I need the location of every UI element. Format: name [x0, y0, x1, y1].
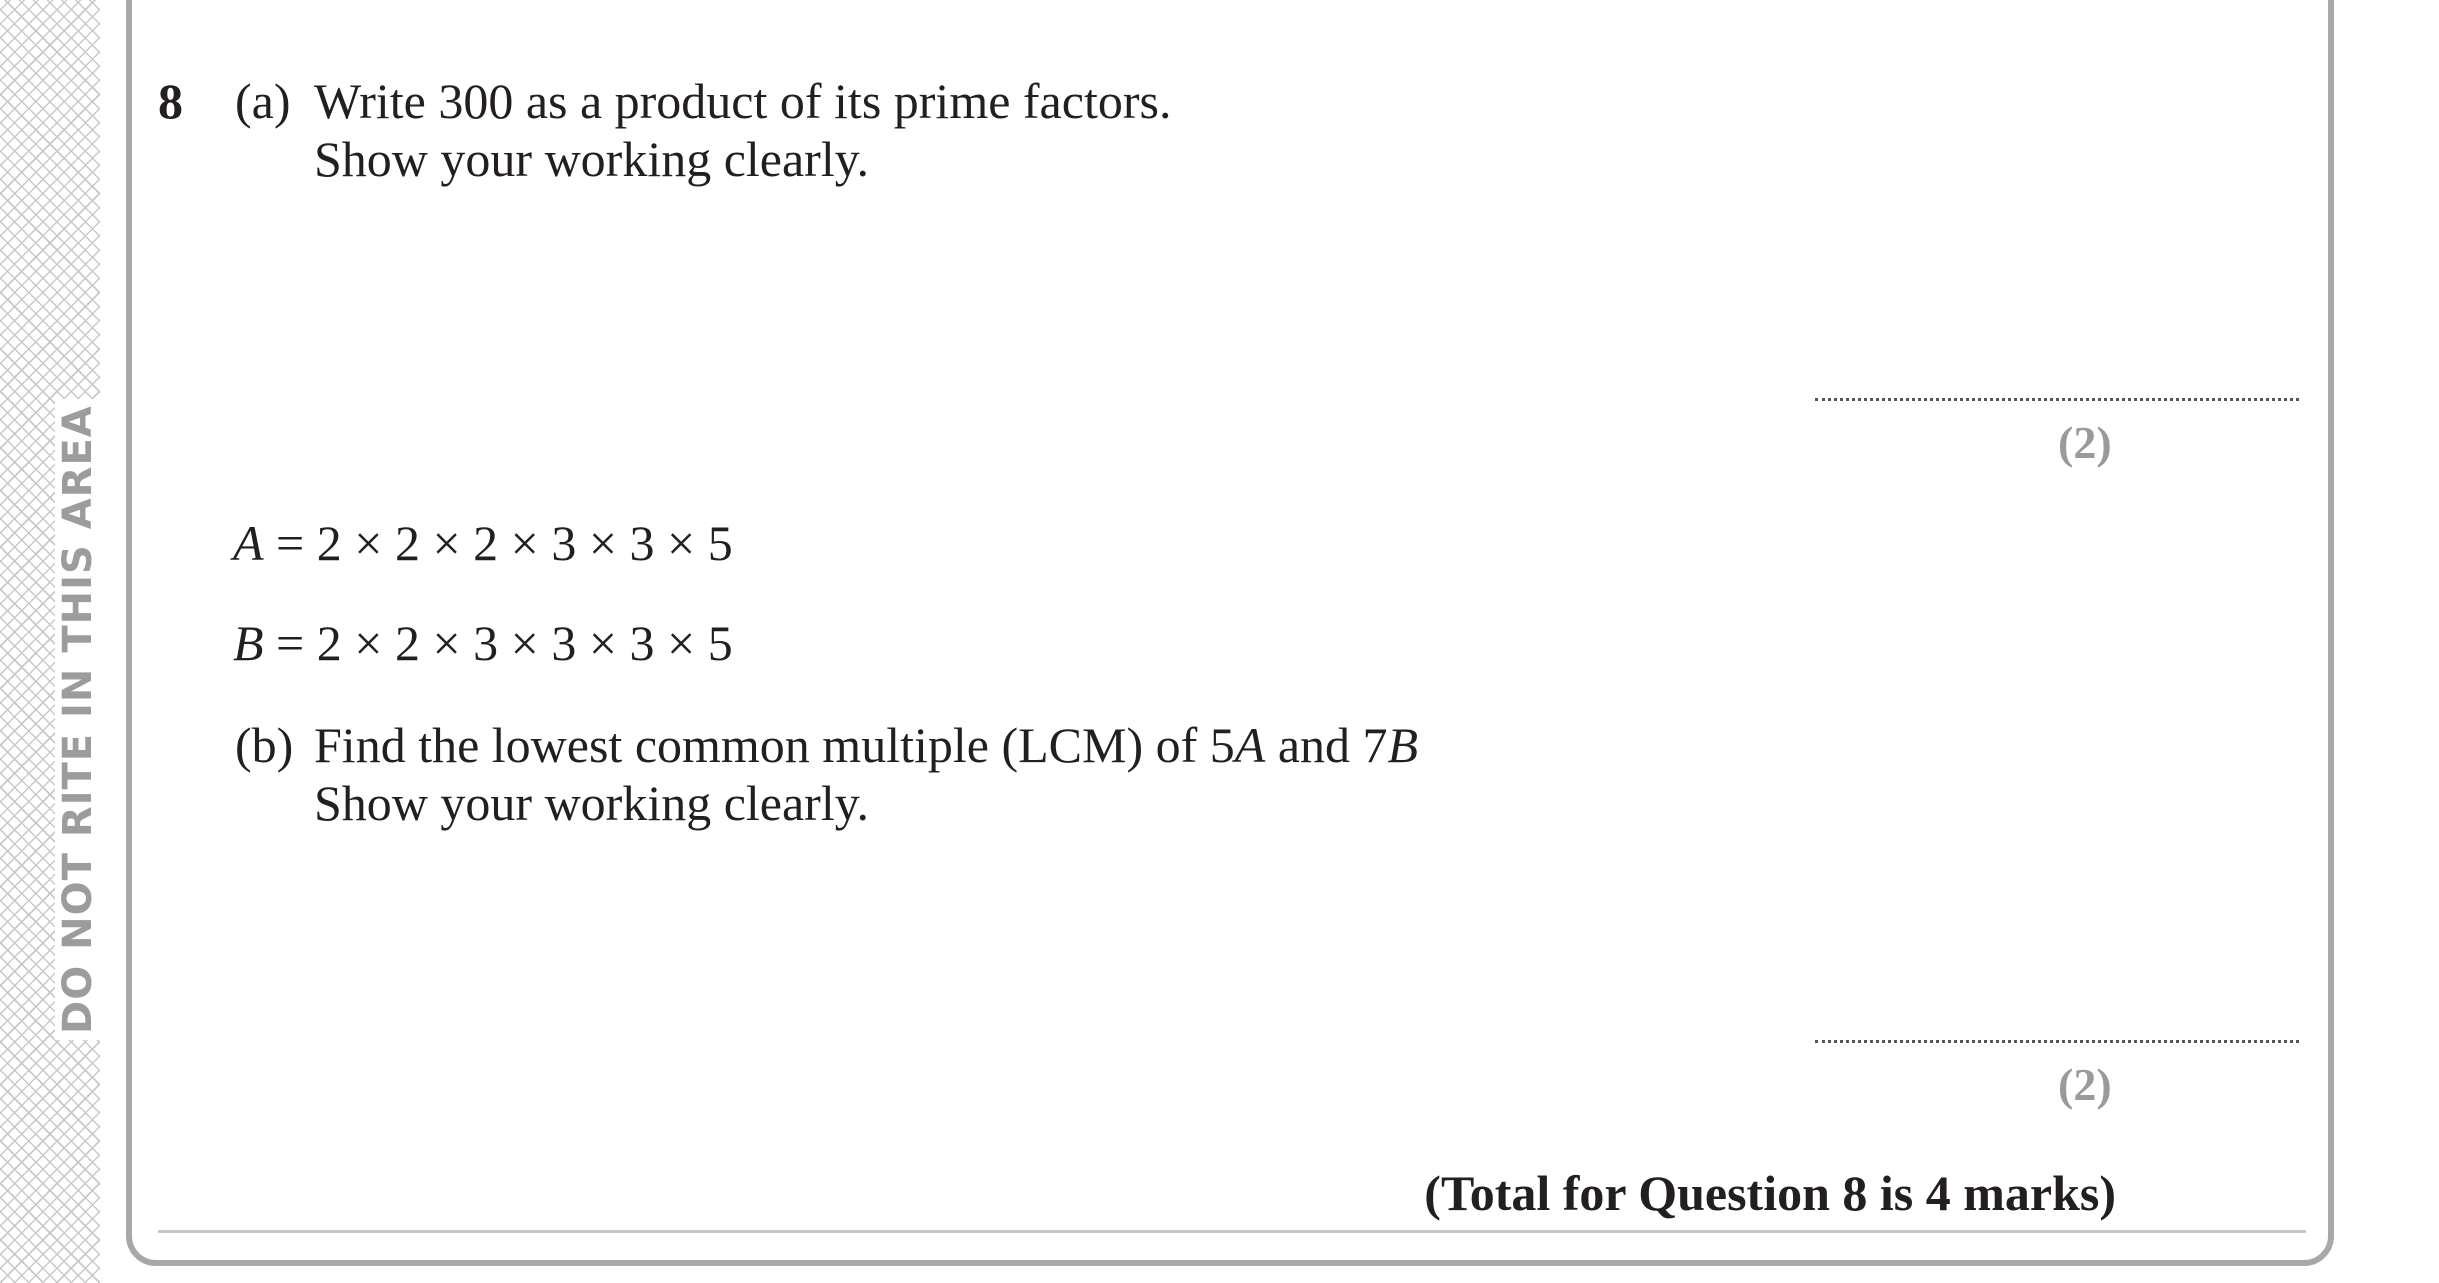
part-b-text-prefix: Find the lowest common multiple (LCM) of 5	[314, 717, 1235, 773]
part-b-var-b: B	[1387, 717, 1419, 773]
question-total-marks: (Total for Question 8 is 4 marks)	[1424, 1165, 2116, 1221]
margin-warning-label: DO NOT RITE IN THIS AREA	[55, 399, 101, 1040]
part-b-answer-line[interactable]	[1815, 1040, 2299, 1043]
part-a-answer-line[interactable]	[1815, 398, 2299, 401]
part-a-label: (a)	[235, 73, 291, 129]
given-a-expression	[233, 514, 733, 572]
variable-a: A	[233, 515, 264, 571]
bottom-divider	[158, 1230, 2306, 1233]
part-a-marks: (2)	[2058, 417, 2112, 468]
part-a-working-note: Show your working clearly.	[314, 131, 869, 187]
part-b-label: (b)	[235, 717, 294, 773]
given-b-expression	[233, 614, 733, 672]
question-number: 8	[158, 73, 183, 129]
part-b-instruction	[314, 716, 1418, 774]
part-b-working-note: Show your working clearly.	[314, 775, 869, 831]
given-b-product: = 2 × 2 × 3 × 3 × 3 × 5	[263, 615, 733, 671]
part-a-instruction: Write 300 as a product of its prime factors.	[314, 73, 1172, 129]
variable-b: B	[233, 615, 264, 671]
part-b-marks: (2)	[2058, 1059, 2112, 1110]
part-b-text-mid: and 7	[1265, 717, 1388, 773]
given-a-product: = 2 × 2 × 2 × 3 × 3 × 5	[263, 515, 733, 571]
part-b-var-a: A	[1234, 717, 1266, 773]
